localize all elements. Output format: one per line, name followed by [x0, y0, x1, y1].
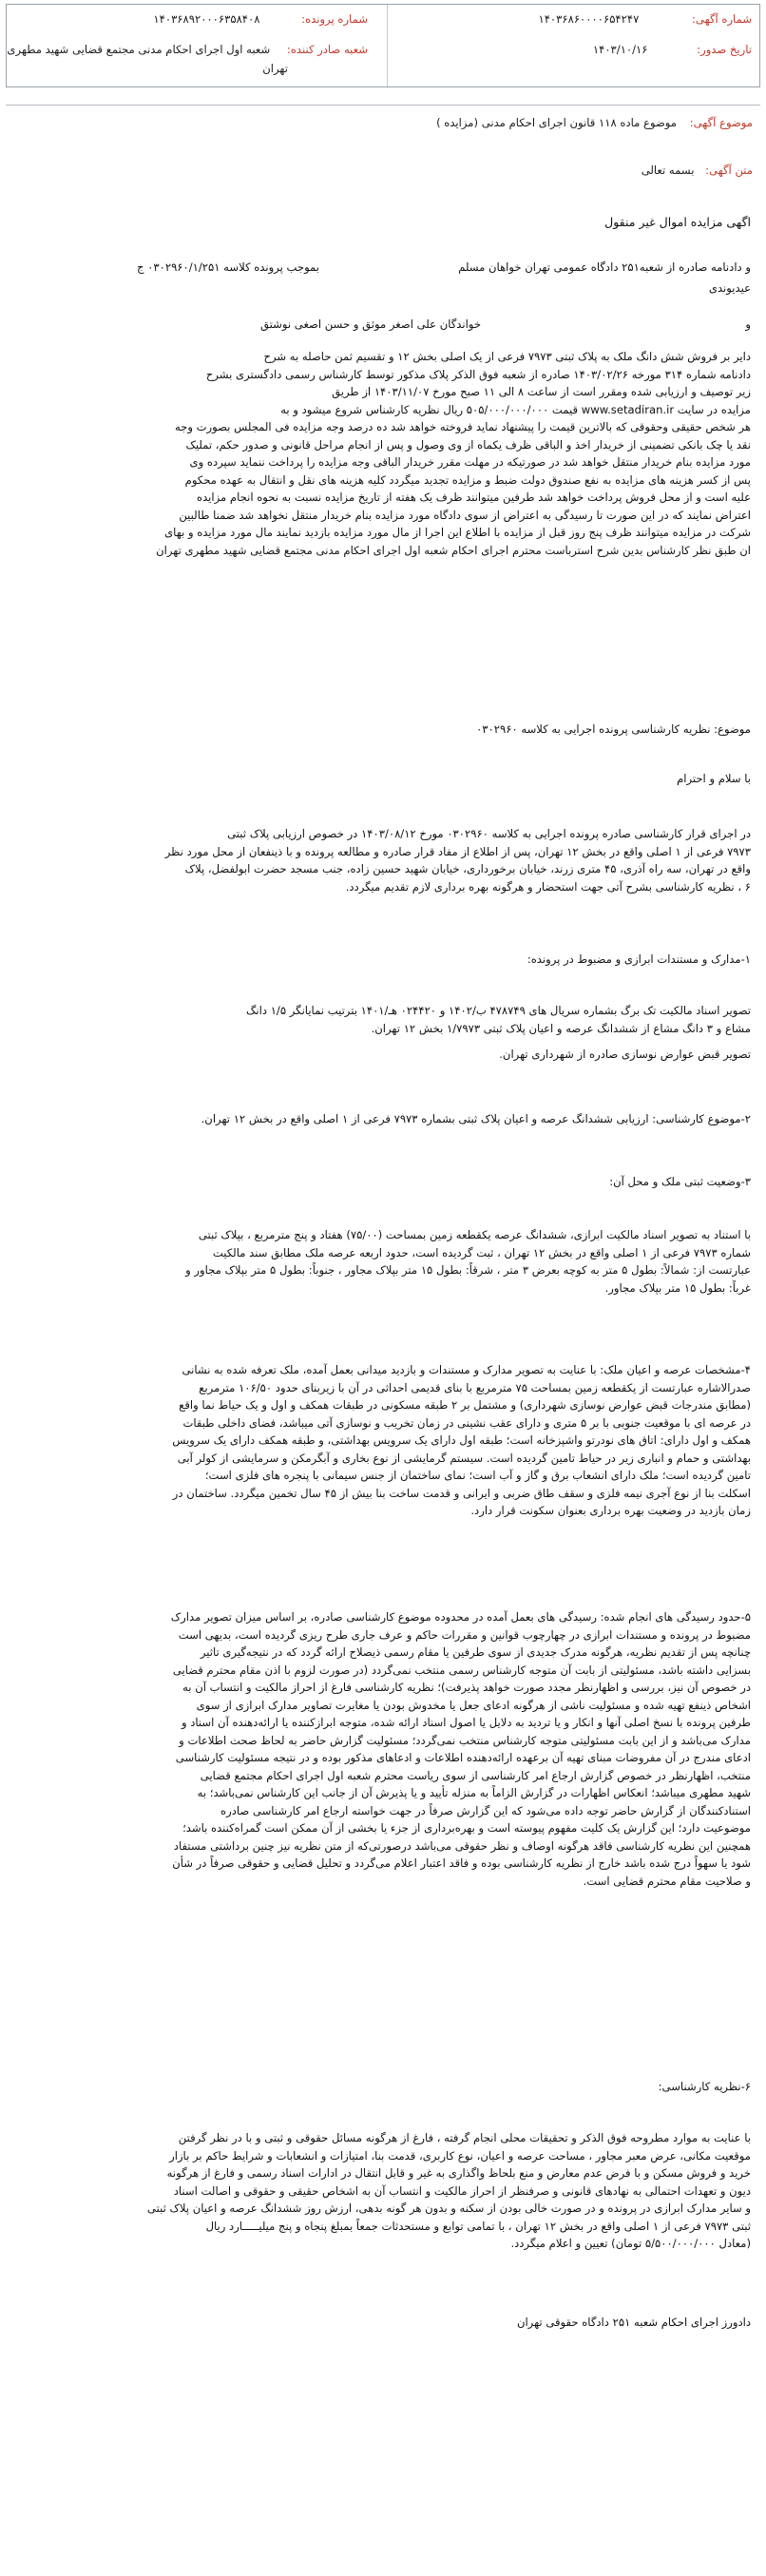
ad-text-start: بسمه تعالی — [641, 163, 695, 177]
sale-line: دادنامه شماره ۳۱۴ مورخه ۱۴۰۳/۰۲/۲۶ صادره از شعبه فوق الذکر پلاک مذکور توسط کارشناس رسمی دادگستری بشرح — [205, 367, 751, 381]
intro-line: در اجرای قرار کارشناسی صادره پرونده اجرایی به کلاسه ۰۳۰۲۹۶۰ مورخ ۱۴۰۳/۰۸/۱۲ در خصوص ارزیابی پلاک ثبتی — [227, 827, 751, 840]
sale-line: اعتراض نمایند که در این صورت تا رسیدگی به اعتراض از سوی دادگاه مورد مزایده بنام خریدار منتقل نخواهد شد ضمنا طالبین — [179, 508, 751, 522]
section6-line: ثبتی ۷۹۷۳ فرعی از ۱ اصلی واقع در بخش ۱۲ تهران ، با تمامی توابع و مستحدثات جمعاً بمبلغ پنجاه و پنج میلیـــــارد ریال — [205, 2219, 751, 2233]
sale-paragraph — [19, 348, 751, 559]
section4-line: ۴-مشخصات عرصه و اعیان ملک: با عنایت به تصویر مدارک و مستندات و بازدید میدانی بعمل آمده، ملک تعرفه شده به نشانی — [182, 1363, 751, 1376]
section4-line: همکف و اول دارای: اتاق های نودرتو واشپزخانه است؛ طبقه اول دارای یک سرویس بهداشتی، و طبقه همکف دارای یک سرویس — [172, 1433, 751, 1447]
section5-line: ۵-حدود رسیدگی های انجام شده: رسیدگی های بعمل آمده در محدوده موضوع کارشناسی صادره، بر اساس میزان تصویر مدارک — [170, 1610, 751, 1624]
case-number: ۱۴۰۳۶۸۹۲۰۰۰۶۳۵۸۴۰۸ — [153, 12, 260, 26]
section5-line: ادعای مندرج در آن مفروضات مبنای تهیه آن برعهده ارائه‌دهنده اطلاعات و ادعاهای مذکور بوده و در نتیجه مسئولیت کارشناسی — [175, 1751, 751, 1764]
ad-text-row — [642, 163, 753, 177]
section1-paragraph — [19, 1002, 751, 1037]
sale-line: پس از کسر هزینه های مزایده به نفع صندوق دولت ضبط و مزایده تجدید میگردد کلیه هزینه های نقل و انتقال به عهده محکوم — [184, 472, 751, 487]
section6-line: خرید و فروش مسکن و با فرض عدم معارض و منع بلحاظ واگذاری به غیر و قابل انتقال در ادارات اسناد رسمی و فارغ از هرگونه — [166, 2166, 751, 2180]
ad-subject-row — [436, 116, 753, 129]
section1-line: مشاع و ۳ دانگ مشاع از ششدانگ عرصه و اعیان پلاک ثبتی ۱/۷۹۷۳ بخش ۱۲ تهران. — [371, 1021, 751, 1035]
section6-line: موقعیت مکانی، عرض معبر مجاور ، مساحت عرصه و اعیان، نوع کاربری، قدمت بنا، امتیازات و انشعابات و شرایط حاکم بر بازار — [169, 2148, 751, 2163]
sale-line: زیر توصیف و ارزیابی شده ومقرر است از ساعت ۸ الی ۱۱ صبح مورخ ۱۴۰۳/۱۱/۰۷ از طریق — [332, 385, 751, 398]
intro-line: ۷۹۷۳ فرعی از ۱ اصلی واقع در بخش ۱۲ تهران، پس از اطلاع از مفاد قرار صادره و مطالعه پرونده و با ذینفعان از محل مورد نظر — [164, 844, 751, 858]
report-subject: موضوع: نظریه کارشناسی پرونده اجرایی به کلاسه ۰۳۰۲۹۶۰ — [476, 722, 751, 736]
issuer-row — [7, 43, 368, 56]
section4-line: در عرصه ای با موقعیت جنوبی با بر ۵ متری و دارای عقب نشینی در زمان تخریب و نوسازی آتی میباشد، فضای داخلی طبقات — [182, 1415, 751, 1430]
case-number-label: شماره پرونده: — [301, 12, 368, 26]
section6-line: دیون و تعهدات احتمالی به نهادهای قانونی و صرفنظر از احراز مالکیت و انتساب آن به اشخاص حقیقی و حقوقی و اصالت اسناد — [173, 2183, 751, 2198]
para1-line1-a: بموجب پرونده کلاسه ۰۳۰۲۹۶۰/۱/۲۵۱ ج — [137, 260, 319, 274]
para1-line3-a: و — [745, 317, 751, 331]
ad-subject-label: موضوع آگهی: — [689, 116, 753, 129]
section1-title: ۱-مدارک و مستندات ابرازی و مضبوط در پرونده: — [527, 952, 751, 966]
section5-line: بسزایی داشته باشد، مسئولیتی از بابت آن متوجه کارشناس رسمی منتخب نمی‌گردد (در صورت لزوم با اذن مقام محترم قضایی — [172, 1663, 751, 1677]
section5-paragraph — [19, 1608, 751, 1890]
section3-title: ۳-وضعیت ثبتی ملک و محل آن: — [609, 1175, 751, 1188]
section6-line: (معادل ۵/۵۰۰/۰۰۰/۰۰۰ تومان) تعیین و اعلام میگردد. — [510, 2237, 751, 2250]
sale-line: نقد یا چک بانکی تضمینی از خریدار اخذ و الباقی ظرف یکماه از وی وصول و پس از انجام مراحل قانونی و صدور حکم، تملیک — [185, 437, 751, 452]
issuer-row-2 — [262, 62, 288, 75]
section4-line: (مطابق مندرجات قبض عوارض نوسازی شهرداری) و مشتمل بر ۲ طبقه مسکونی در طبقات همکف و اول و یک حیاط نما واقع — [179, 1398, 751, 1412]
intro-line: واقع در تهران، سه راه آذری، ۴۵ متری زرند، خیابان برخورداری، خیابان شهید حسین زاده، جنب مسجد حضرت ابولفضل، پلاک — [184, 862, 751, 875]
section3-line: با استناد به تصویر اسناد مالکیت ابرازی، ششدانگ عرصه یکقطعه زمین بمساحت (۷۵/۰۰) هفتاد و پنج مترمربع ، بپلاک ثبتی — [198, 1228, 751, 1241]
section3-line: غرباً: بطول ۱۵ متر بپلاک مجاور. — [604, 1280, 751, 1295]
section5-line: منتخب، اظهارنظر در خصوص گزارش ارجاع امر کارشناسی از سوی ریاست محترم شعبه اول اجرای احکام مجتمع قضایی — [200, 1768, 751, 1782]
intro-paragraph — [19, 825, 751, 895]
section4-line: بهداشتی و حمام و انباری زیر در حیاط تامین گردیده است. سیستم گرمایشی از نوع بخاری و آبگرمکن و سرمایشی از کولر آبی — [177, 1451, 751, 1465]
notice-title: اگهی مزایده اموال غیر منقول — [604, 215, 751, 229]
sale-line: شرکت در مزایده میتوانند ظرف پنج روز قبل از مزایده با اطلاع این اجرا از مال مورد مزایده بازدید نمایند مال مورد مزایده و بهای — [164, 526, 751, 539]
ad-number-label: شماره آگهی: — [692, 12, 752, 26]
header-box — [6, 4, 760, 87]
divider — [6, 105, 760, 106]
signature: دادورز اجرای احکام شعبه ۲۵۱ دادگاه حقوقی تهران — [516, 2316, 751, 2329]
issue-date-label: تاریخ صدور: — [697, 43, 752, 56]
section4-line: زمان بازدید در وضعیت بهره برداری بعنوان سکونت قرار دارد. — [470, 1504, 751, 1517]
section4-line: اسکلت بنا از نوع آجری نیمه فلزی و سقف طاق ضربی و ایرانی و قدمت ساخت بنا بیش از ۴۵ سال تخمین میگردد. ساختمان در — [172, 1486, 751, 1500]
section5-line: در خصوص آن نیز، بررسی و اظهارنظر مجدد صورت خواهد پذیرفت)؛ نظریه کارشناسی فارغ از احراز مالکیت و انتساب آن به — [182, 1681, 751, 1694]
section6-paragraph — [19, 2129, 751, 2253]
section6-line: با عنایت به موارد مطروحه فوق الذکر و تحقیقات محلی انجام گرفته ، فارغ از هرگونه مسائل حقوقی و ثبتی و با در نظر گرفتن — [178, 2131, 751, 2144]
issue-date-row — [593, 43, 752, 56]
section3-paragraph — [19, 1226, 751, 1297]
sale-line: دایر بر فروش شش دانگ ملک به پلاک ثبتی ۷۹۷۳ فرعی از یک اصلی بخش ۱۲ و تقسیم ثمن حاصله به شرح — [263, 350, 751, 363]
sale-line: مورد مزایده بنام خریدار منتقل خواهد شد در صورتیکه در مهلت مقرر خریدار الباقی وجه مزایده را پرداخت ننماید سپرده وی — [189, 455, 751, 469]
issuer-line2: تهران — [262, 62, 288, 75]
ad-text-label: متن آگهی: — [705, 163, 753, 177]
case-number-row — [153, 12, 368, 26]
ad-subject: موضوع ماده ۱۱۸ قانون اجرای احکام مدنی (مزایده ) — [436, 116, 678, 129]
sale-line: علیه است و از محل فروش پرداخت خواهد شد طرفین میتوانند ظرف یک هفته از تاریخ مزایده نسبت به نحوه انجام مزایده — [197, 490, 751, 504]
section5-line: مدارک می‌باشد و از این بابت مسئولیتی متوجه کارشناس منتخب نمی‌گردد؛ مسئولیت گزارش حاضر به لحاظ صحت اطلاعات و — [179, 1733, 751, 1747]
section1-item2: تصویر قبض عوارض نوسازی صادره از شهرداری تهران. — [499, 1048, 751, 1061]
section5-line: شود یا سهواً درج شده باشد خارج از نظریه کارشناسی بوده و فاقد اعتبار اعلام می‌گردد و تحلیل قضایی و حقوقی صرفاً در شأن — [172, 1856, 751, 1870]
section4-paragraph — [19, 1361, 751, 1520]
section5-line: اشخاص ذینفع تهیه شده و مسئولیت ناشی از هرگونه ادعای جعل یا مخدوش بودن یا مغایرت تصاویر مدارک ابرازی از سوی — [196, 1698, 751, 1712]
sale-line: هر شخص حقیقی وحقوقی که بالاترین قیمت را پیشنهاد نماید فروخته خواهد شد ده درصد وجه مزایده فی المجلس بصورت وجه — [174, 420, 751, 433]
section5-line: مضبوط در پرونده و مستندات ابرازی در چهارچوب قوانین و مقررات حاکم و عرف جاری طرح ریزی گردیده است، بدیهی است — [178, 1627, 751, 1642]
para1-line1-b: و دادنامه صادره از شعبه۲۵۱ دادگاه عمومی تهران خواهان مسلم — [458, 260, 751, 274]
section5-line: استنادکنندگان از گزارش حاضر توجه داده می‌شود که این گزارش صرفاً در جهت خواسته ارجاع امر کارشناسی صادره — [220, 1803, 751, 1817]
sale-line: مزایده در سایت www.setadiran.ir قیمت ۵۰۵/۰۰۰/۰۰۰/۰۰۰ ریال نظریه کارشناس شروع میشود و به — [280, 402, 751, 416]
section3-line: عبارتست از: شمالاً: بطول ۵ متر به کوچه بعرض ۳ متر ، شرقاً: بطول ۱۵ متر بپلاک مجاور ، جنوباً: بطول ۵ متر بپلاک مجاور و — [185, 1263, 751, 1277]
section3-line: شماره ۷۹۷۳ فرعی از ۱ اصلی واقع در بخش ۱۲ تهران ، ثبت گردیده است، حدود اربعه عرصه ملک مطابق سند مالکیت — [212, 1245, 751, 1259]
section2: ۲-موضوع کارشناسی: ارزیابی ششدانگ عرصه و اعیان پلاک ثبتی بشماره ۷۹۷۳ فرعی از ۱ اصلی واقع در بخش ۱۲ تهران. — [201, 1112, 751, 1125]
section5-line: و صلاحیت مقام محترم قضایی است. — [583, 1874, 751, 1888]
section5-line: طرفین پرونده با نسخ اصلی آنها و انکار و یا تردید به دلایل یا اصول اسناد ارائه شده، متوجه ابرازکننده یا ارائه‌دهنده آن اسناد و — [181, 1716, 751, 1729]
para1-line2: عیدیوندی — [708, 281, 751, 295]
ad-number: ۱۴۰۳۶۸۶۰۰۰۰۶۵۴۲۴۷ — [538, 12, 640, 26]
issuer-line1: شعبه اول اجرای احکام مدنی مجتمع قضایی شهید مطهری — [7, 43, 271, 56]
section6-line: و سایر مدارک ابرازی در پرونده و در صورت خالی بودن از سکنه و بدون هر گونه بدهی، ارزش روز ششدانگ عرصه و اعیان پلاک ثبتی — [146, 2201, 751, 2215]
issue-date: ۱۴۰۳/۱۰/۱۶ — [592, 43, 648, 56]
section6-title: ۶-نظریه کارشناسی: — [658, 2080, 751, 2093]
greeting: با سلام و احترام — [677, 772, 751, 785]
issuer-label: شعبه صادر کننده: — [286, 43, 368, 56]
section5-line: شهید مطهری میباشد؛ انعکاس اظهارات در گزارش الزاماً به منزله تأیید و یا پذیرش آن از جانب این کارشناس نمی‌باشد؛ به — [197, 1786, 751, 1799]
section4-line: تامین گردیده است؛ ملک دارای انشعاب برق و گاز و آب است؛ نمای ساختمان از جنس سیمانی با پنجره های فلزی است؛ — [204, 1469, 751, 1482]
header-divider — [387, 5, 388, 87]
intro-line: ۶ ، نظریه کارشناسی بشرح آتی جهت استحضار و هرگونه بهره برداری لازم تقدیم میگردد. — [345, 879, 751, 894]
section5-line: همچنین این نظریه کارشناسی فاقد هرگونه اوصاف و نظر حقوقی می‌باشد درصورتی‌که از متن نظریه نیز چنین برداشتی مستفاد — [173, 1838, 751, 1853]
sale-line: ان طبق نظر کارشناس بدین شرح استرباست محترم اجرای احکام شعبه اول اجرای احکام مدنی مجتمع قضایی شهید مطهری تهران — [156, 543, 751, 557]
section5-line: موضوعیت دارد؛ این گزارش یک کلیت مفهوم پیوسته است و بهره‌برداری از جزء یا بخشی از آن ممکن است گمراه‌کننده باشد؛ — [182, 1821, 751, 1835]
section5-line: چنانچه پس از تقدیم نظریه، هرگونه مدرک جدیدی از سوی طرفین یا مقام رسمی ذیصلاح ارائه گردد که در نتیجه‌گیری تاثیر — [200, 1645, 751, 1659]
para1-line3-b: خواندگان علی اصغر موثق و حسن اصغی نوشتق — [260, 317, 481, 331]
section1-line: تصویر اسناد مالکیت تک برگ بشماره سریال های ۴۷۸۷۴۹ ب/۱۴۰۲ و ۰۲۴۴۲۰ هـ/۱۴۰۱ بترتیب نمایانگر ۱/۵ دانگ — [246, 1004, 751, 1017]
section4-line: صدرالاشاره عبارتست از یکقطعه زمین بمساحت ۷۵ مترمربع با بنای قدیمی احداثی در آن با زیربنای حدود ۱۰۶/۵۰ مترمربع — [199, 1380, 751, 1394]
ad-number-row — [538, 12, 752, 26]
